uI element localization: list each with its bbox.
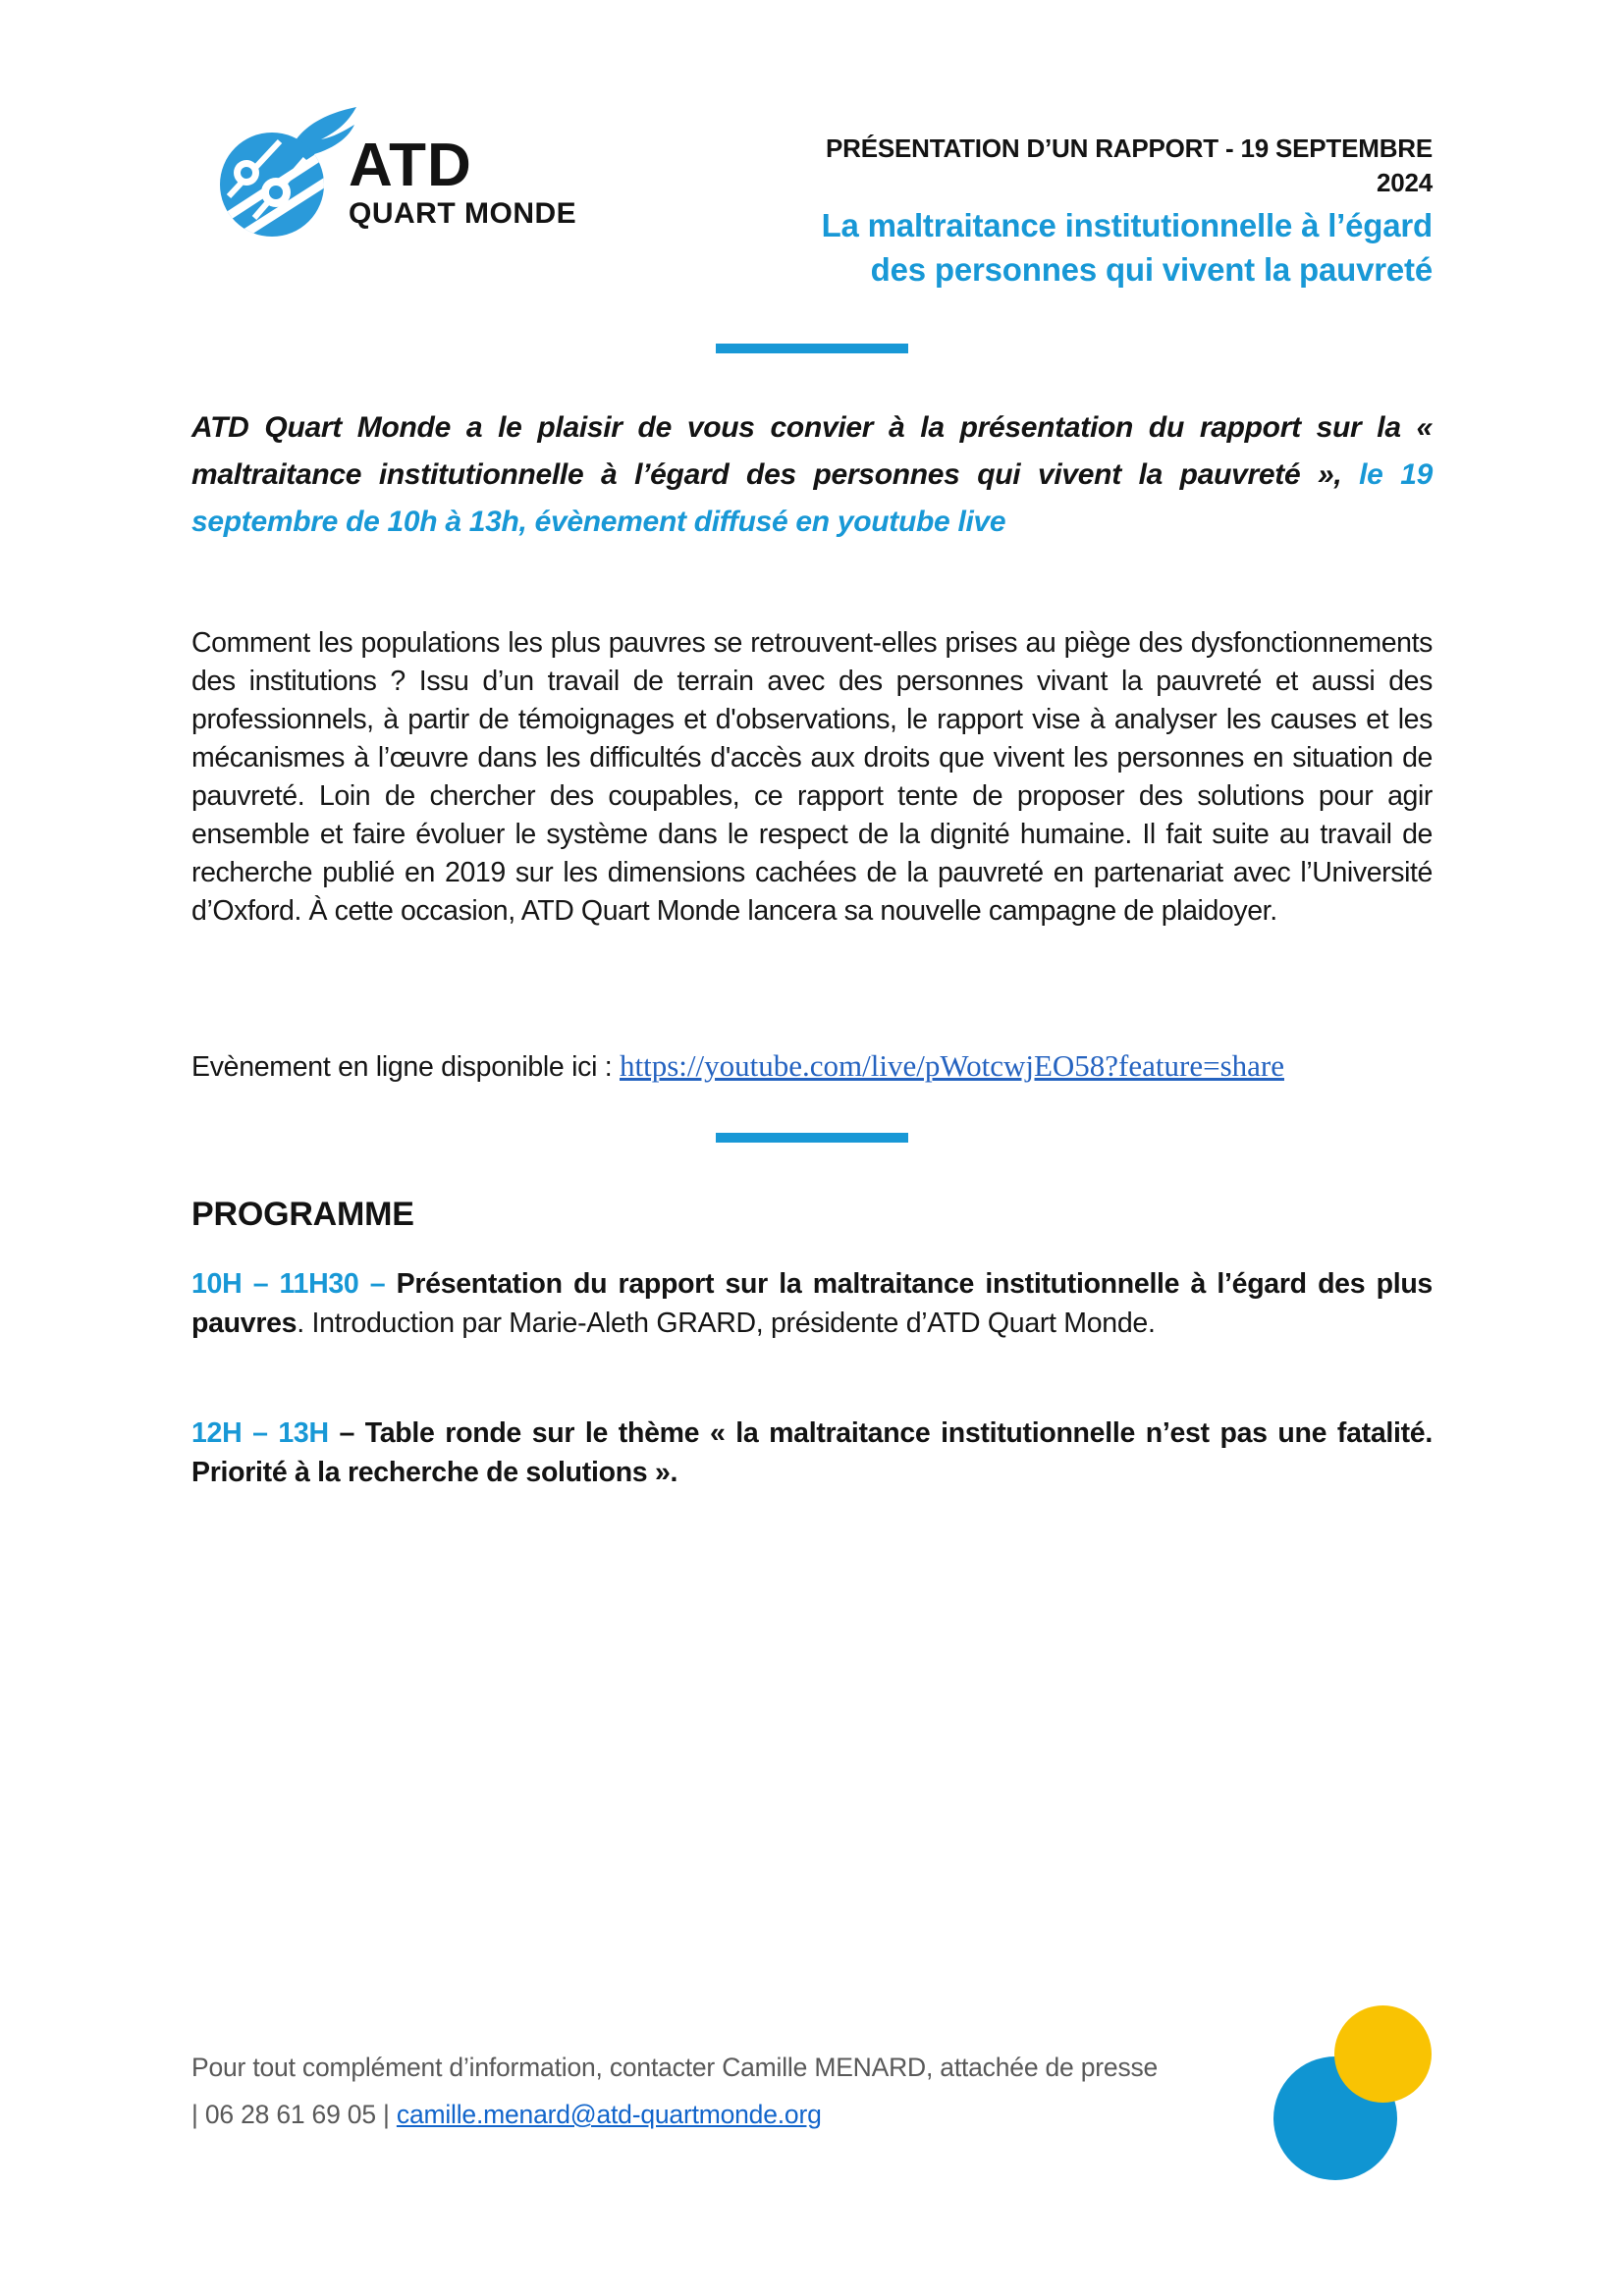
kicker-line-2: 2024 <box>1376 168 1433 197</box>
press-contact-footer <box>191 2052 1330 2146</box>
press-contact-line-2 <box>191 2099 1330 2130</box>
title-line-1: La maltraitance institutionnelle à l’égard <box>821 207 1433 243</box>
programme-heading: PROGRAMME <box>191 1196 414 1233</box>
contact-email-link[interactable]: camille.menard@atd-quartmonde.org <box>396 2100 822 2129</box>
programme-item-2 <box>191 1414 1433 1492</box>
programme-item-1 <box>191 1264 1433 1343</box>
press-contact-line-1: Pour tout complément d’information, contacter Camille MENARD, attachée de presse <box>191 2053 1159 2082</box>
intro-text-black: ATD Quart Monde a le plaisir de vous convier à la présentation du rapport sur la « maltraitance institutionnelle à l’égard des personnes qui vivent la pauvreté », <box>191 411 1433 491</box>
logo-acronym: ATD <box>349 132 472 199</box>
invitation-intro <box>191 404 1433 546</box>
programme-item-2-title: – Table ronde sur le thème « la maltraitance institutionnelle n’est pas une fatalité. Priorité à la recherche de solutions ». <box>191 1417 1433 1488</box>
title-line-2: des personnes qui vivent la pauvreté <box>870 251 1433 288</box>
section-divider-middle <box>716 1133 908 1143</box>
programme-item-1-time: 10H – 11H30 – <box>191 1268 397 1300</box>
section-divider-top <box>716 344 908 353</box>
event-link-line <box>191 1048 1433 1084</box>
programme-item-2-time: 12H – 13H <box>191 1417 329 1449</box>
report-description-paragraph: Comment les populations les plus pauvres se retrouvent-elles prises au piège des dysfonctionnements des institutions ? Issu d’un travail de terrain avec des personnes vivant la pauvreté et aussi des professionnels, à partir de témoignages et d'observations, le rapport vise à analyser les causes et les mécanismes à l’œuvre dans les difficultés d'accès aux droits que vivent les personnes en situation de pauvreté. Loin de chercher des coupables, ce rapport tente de proposer des solutions pour agir ensemble et faire évoluer le système dans le respect de la dignité humaine. Il fait suite au travail de recherche publié en 2019 sur les dimensions cachées de la pauvreté en partenariat avec l’Université d’Oxford. À cette occasion, ATD Quart Monde lancera sa nouvelle campagne de plaidoyer. <box>191 627 1433 927</box>
press-contact-phone: | 06 28 61 69 05 | <box>191 2100 397 2129</box>
programme-item-1-title: Présentation du rapport sur la maltraitance institutionnelle à l’égard des plus pauvres <box>191 1268 1433 1339</box>
logo-subname: QUART MONDE <box>349 197 577 231</box>
kicker-line-1: PRÉSENTATION D’UN RAPPORT - 19 SEPTEMBRE <box>826 133 1433 163</box>
yellow-circle-decoration <box>1334 2005 1432 2103</box>
header-title-block <box>470 132 1433 292</box>
intro-text-blue: le 19 septembre de 10h à 13h, évènement diffusé en youtube live <box>191 458 1433 538</box>
report-kicker <box>470 132 1433 200</box>
event-link-label: Evènement en ligne disponible ici : <box>191 1051 620 1083</box>
atd-globe-with-figures-and-wing-icon <box>209 102 366 259</box>
youtube-live-link[interactable]: https://youtube.com/live/pWotcwjEO58?feature=share <box>619 1048 1284 1083</box>
programme-item-1-details: . Introduction par Marie-Aleth GRARD, présidente d’ATD Quart Monde. <box>297 1308 1156 1339</box>
document-title <box>470 203 1433 292</box>
